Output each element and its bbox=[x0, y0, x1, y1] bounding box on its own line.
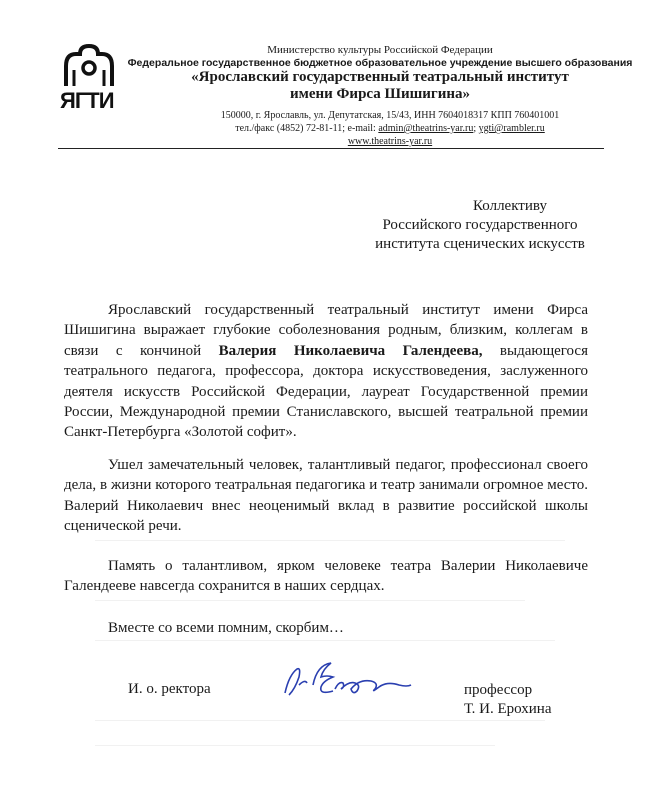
paragraph-memory bbox=[64, 556, 588, 597]
logo-text: ЯГТИ bbox=[60, 88, 114, 113]
bleed-through-line bbox=[95, 640, 555, 641]
paragraph-tribute-text: Ушел замечательный человек, талантливый педагог, профессионал своего дела, в жизни которого театральная педагогика и театр занимали огромное место. Валерий Николаевич внес неоценимый вклад в развитие российской школы сценической речи. bbox=[64, 457, 588, 535]
ministry-line: Министерство культуры Российской Федерации bbox=[267, 44, 493, 56]
postal-address: 150000, г. Ярославль, ул. Депутатская, 15/43, ИНН 7604018317 КПП 760401001 bbox=[220, 110, 560, 121]
paragraph-closing bbox=[64, 618, 588, 638]
addressee-line3: института сценических искусств bbox=[375, 236, 585, 252]
contacts-prefix: тел./факс (4852) 72-81-11; e-mail: bbox=[235, 123, 379, 134]
email-link-admin[interactable]: admin@theatrins-yar.ru bbox=[378, 123, 474, 134]
institute-name-line1: «Ярославский государственный театральный институт bbox=[191, 69, 569, 85]
addressee-line2: Российского государственного bbox=[382, 217, 578, 233]
paragraph-tribute bbox=[64, 455, 588, 537]
addressee-line1: Коллективу bbox=[473, 198, 547, 214]
paragraph-condolences-end: выдающегося театрального педагога, профессора, доктора искусствоведения, заслуженного деятеля искусств Российской Федерации, лауреат Государственной премии России, Международной премии Станиславского, высшей театральной премии Санкт-Петербурга «Золотой софит». bbox=[64, 342, 588, 441]
bleed-through-line bbox=[95, 745, 495, 746]
bleed-through-line bbox=[95, 600, 525, 601]
paragraph-condolences-start: Ярославский государственный театральный институт имени Фирса Шишигина выражает глубокие соболезнования родным, близким, коллегам в связи с кончиной bbox=[64, 302, 588, 359]
bleed-through-line bbox=[95, 540, 565, 541]
contacts-separator: ; bbox=[473, 123, 479, 134]
paragraph-memory-text: Память о талантливом, ярком человеке театра Валерии Николаевиче Галендееве навсегда сохранится в наших сердцах. bbox=[64, 558, 588, 595]
contacts-line bbox=[180, 123, 600, 134]
bleed-through-line bbox=[95, 720, 545, 721]
paragraph-condolences bbox=[64, 300, 588, 443]
signatory-title: профессор bbox=[464, 682, 533, 698]
logo-emblem-icon bbox=[58, 44, 120, 90]
website-link[interactable]: www.theatrins-yar.ru bbox=[347, 136, 433, 147]
signatory bbox=[464, 681, 552, 719]
email-link-ygti[interactable]: ygti@rambler.ru bbox=[478, 123, 545, 134]
signatory-position: И. о. ректора bbox=[128, 681, 211, 697]
institution-type-line: Федеральное государственное бюджетное образовательное учреждение высшего образования bbox=[127, 57, 633, 69]
deceased-name: Валерия Николаевича Галендеева, bbox=[218, 342, 483, 359]
handwritten-signature-icon bbox=[275, 655, 415, 703]
header-divider bbox=[58, 148, 604, 149]
paragraph-closing-text: Вместе со всеми помним, скорбим… bbox=[108, 620, 344, 636]
signatory-name: Т. И. Ерохина bbox=[464, 701, 552, 717]
website-line bbox=[180, 136, 600, 147]
institute-name-line2: имени Фирса Шишигина» bbox=[289, 86, 471, 102]
